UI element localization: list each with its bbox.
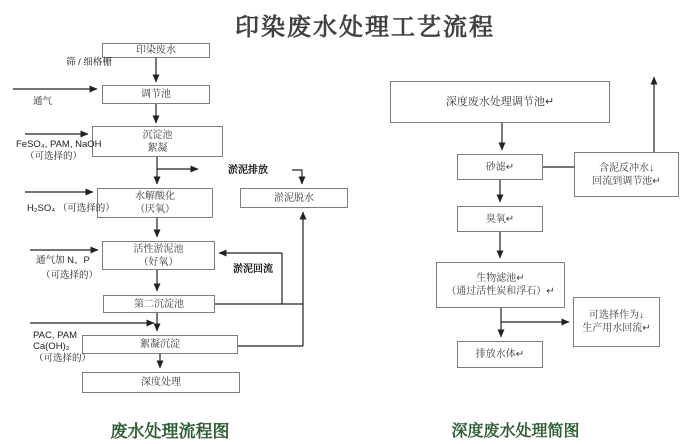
box-label: 絮凝沉淀 [140, 339, 180, 350]
box-label: 深度处理 [141, 377, 181, 388]
label-sludge-discharge: 淤泥排放 [228, 165, 268, 176]
label-optional-2: （可选择的） [41, 270, 99, 281]
box-label: 含泥反冲水↓ [599, 162, 654, 174]
box-label: 臭氧↵ [485, 213, 515, 225]
label-sludge-return: 淤泥回流 [233, 264, 273, 275]
box-regulation-pool [102, 85, 210, 104]
box-sedimentation-flocculation [92, 126, 223, 157]
label-screen-fine-grid: 筛 / 细格栅 [66, 57, 112, 68]
box-discharge-water [457, 341, 543, 368]
box-label: 调节池 [141, 89, 171, 100]
box-backwash-return [574, 152, 679, 197]
box-advanced-treatment [82, 372, 240, 393]
box-label: 印染废水 [136, 45, 176, 56]
box-production-water-reuse [573, 297, 660, 347]
box-sludge-dewatering [240, 188, 348, 208]
box-label: （好氧） [138, 256, 179, 268]
label-caoh2: Ca(OH)₂ [33, 341, 70, 352]
box-label: 深度废水处理调节池↵ [445, 95, 555, 108]
box-label: 淤泥脱水 [274, 192, 314, 204]
label-h2so4-optional: H₂SO₄ （可选择的） [27, 203, 115, 214]
box-label: 回流到调节池↵ [592, 175, 661, 187]
box-label: （通过活性炭和浮石）↵ [446, 286, 555, 297]
box-label: 生物滤池↵ [476, 273, 525, 284]
box-label: 活性淤泥池 [133, 243, 184, 255]
box-biological-filter [436, 262, 565, 308]
label-aeration: 通气 [33, 96, 53, 107]
box-label: 第二沉淀池 [134, 298, 184, 310]
box-label: 水解酸化 [135, 191, 175, 202]
box-sand-filter [457, 154, 543, 180]
box-label: （厌氧） [135, 204, 175, 215]
box-label: 生产用水回流↵ [582, 323, 651, 334]
box-label: 沉淀池 [142, 129, 173, 141]
box-ozone [457, 206, 543, 232]
right-chart-caption: 深度废水处理简图 [451, 423, 580, 440]
box-secondary-sedimentation [103, 295, 215, 313]
box-deep-regulation-pool [390, 81, 610, 123]
box-dye-wastewater [102, 43, 210, 58]
label-optional-1: （可选择的） [25, 151, 83, 162]
box-label: 絮凝 [147, 142, 168, 154]
box-flocculation-sedimentation [82, 335, 238, 354]
label-optional-3: （可选择的） [34, 353, 92, 364]
left-chart-caption: 废水处理流程图 [110, 422, 230, 441]
box-label: 排放水体↵ [475, 349, 525, 360]
label-feso4-pam-naoh: FeSO₄, PAM, NaOH [16, 139, 102, 150]
page-title: 印染废水处理工艺流程 [235, 14, 495, 41]
label-aeration-n-p: 通气加 N、P [36, 255, 90, 266]
label-pac-pam: PAC, PAM [33, 330, 77, 341]
box-activated-sludge-pool [102, 241, 215, 270]
box-label: 可选择作为↓ [589, 310, 644, 321]
box-label: 砂滤↵ [485, 161, 515, 173]
